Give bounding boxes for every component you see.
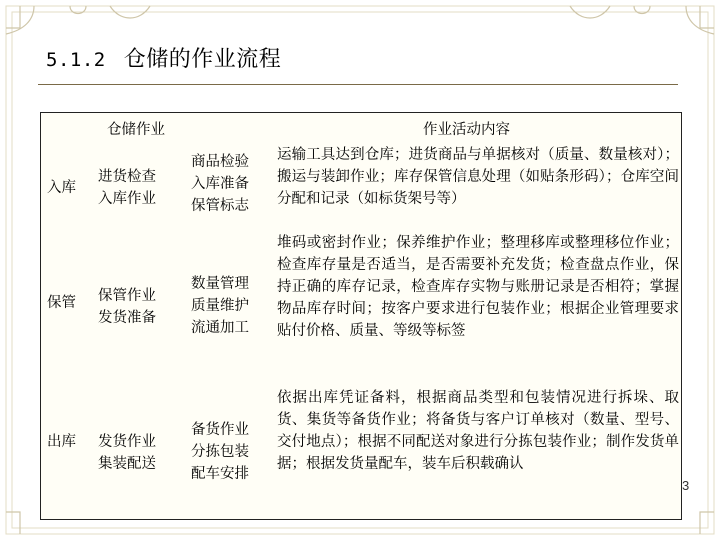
ops-inbound: 进货检查 入库作业: [98, 169, 156, 207]
stage-label-outbound: 出库: [47, 434, 76, 450]
ops-storage: 保管作业 发货准备: [98, 288, 156, 326]
workflow-table: [40, 112, 682, 520]
section-title: 仓储的作业流程: [123, 47, 282, 72]
title-divider: [38, 84, 678, 85]
content-storage: 堆码或密封作业；保养维护作业；整理移库或整理移位作业；检查库存量是否适当，是否需要补充发货；检查盘点作业，保持正确的库存记录，检查库存实物与账册记录是否相符；掌握物品库存时间；按客户要求进行包装作业；根据企业管理要求贴付价格、质量、等级等标签: [277, 235, 679, 339]
stage-label-storage: 保管: [47, 295, 76, 311]
tasks-inbound: 商品检验 入库准备 保管标志: [191, 154, 249, 214]
content-outbound: 依据出库凭证备料，根据商品类型和包装情况进行拆垛、取货、集货等备货作业；将备货与客户订单核对（数量、型号、交付地点）；根据不同配送对象进行分拣包装作业；制作发货单据；根据发货量配车，装车后积载确认: [277, 390, 679, 472]
content-inbound: 运输工具达到仓库；进货商品与单据核对（质量、数量核对）；搬运与装卸作业；库存保管信息处理（如贴条形码）；仓库空间分配和记录（如标货架号等）: [277, 147, 679, 207]
ops-outbound: 发货作业 集装配送: [98, 434, 156, 472]
stage-label-inbound: 入库: [47, 180, 76, 196]
slide-title: [46, 42, 281, 73]
header-content: 作业活动内容: [423, 122, 510, 138]
section-number: 5.1.2: [46, 49, 106, 71]
tasks-storage: 数量管理 质量维护 流通加工: [191, 276, 249, 336]
header-ops: 仓储作业: [107, 122, 165, 138]
tasks-outbound: 备货作业 分拣包装 配车安排: [191, 422, 249, 482]
page-number: 3: [682, 478, 690, 493]
